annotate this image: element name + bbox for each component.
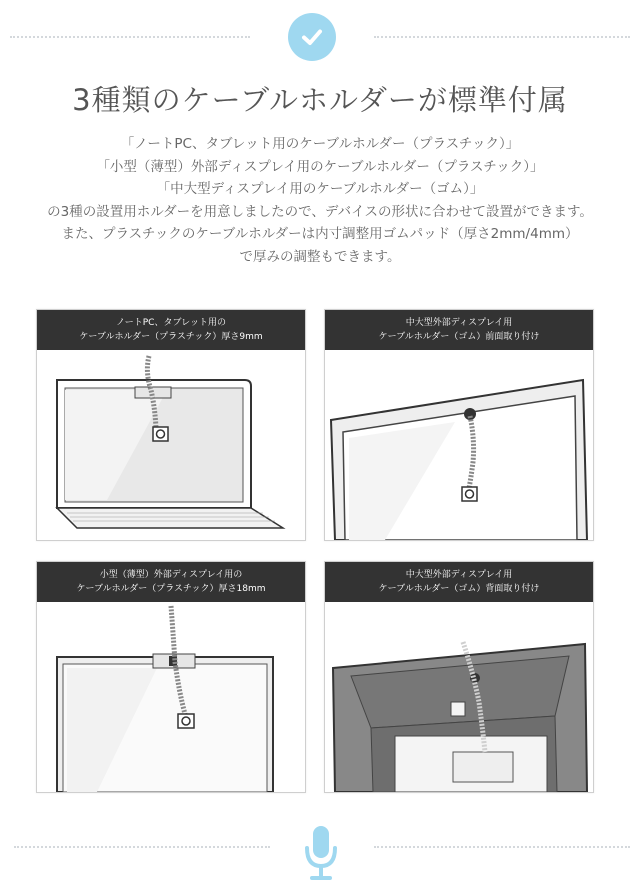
card-caption: ケーブルホルダー（プラスチック）厚さ9mm [79,332,263,342]
description-line: また、プラスチックのケーブルホルダーは内寸調整用ゴムパッド（厚さ2mm/4mm） [61,226,579,242]
card-caption: ケーブルホルダー（ゴム）前面取り付け [378,332,540,342]
description-line: 「小型（薄型）外部ディスプレイ用のケーブルホルダー（プラスチック）」 [96,158,544,175]
description-line: 「中大型ディスプレイ用のケーブルホルダー（ゴム）」 [156,181,484,197]
front-mount-illustration [325,350,593,540]
card-small-display-holder [36,561,306,793]
bottom-divider [0,820,640,888]
card-header [325,562,593,602]
divider-line-left [14,846,270,848]
page-title: 3種類のケーブルホルダーが標準付属 [72,83,568,117]
divider-line-right [374,36,630,38]
card-large-display-back [324,561,594,793]
description-line: の3種の設置用ホルダーを用意しましたので、デバイスの形状に合わせて設置ができます。 [47,203,593,220]
divider-line-right [374,846,630,848]
divider-line-left [10,36,250,38]
card-caption: ケーブルホルダー（ゴム）背面取り付け [378,584,540,594]
card-caption: ノートPC、タブレット用の [116,318,226,328]
card-laptop-holder [36,309,306,541]
laptop-illustration [37,350,305,540]
description-line: 「ノートPC、タブレット用のケーブルホルダー（プラスチック）」 [120,136,520,152]
description-line: で厚みの調整もできます。 [239,248,401,265]
card-header [37,310,305,350]
microphone-icon [302,824,340,884]
card-large-display-front [324,309,594,541]
description [10,133,630,268]
card-header [325,310,593,350]
top-divider [0,0,640,70]
back-mount-illustration [325,602,593,792]
card-caption: 中大型外部ディスプレイ用 [405,570,513,580]
small-display-illustration [37,602,305,792]
check-icon [288,13,336,61]
card-caption: 中大型外部ディスプレイ用 [405,318,513,328]
card-caption: ケーブルホルダー（プラスチック）厚さ18mm [76,584,266,594]
card-caption: 小型（薄型）外部ディスプレイ用の [99,570,243,580]
card-header [37,562,305,602]
